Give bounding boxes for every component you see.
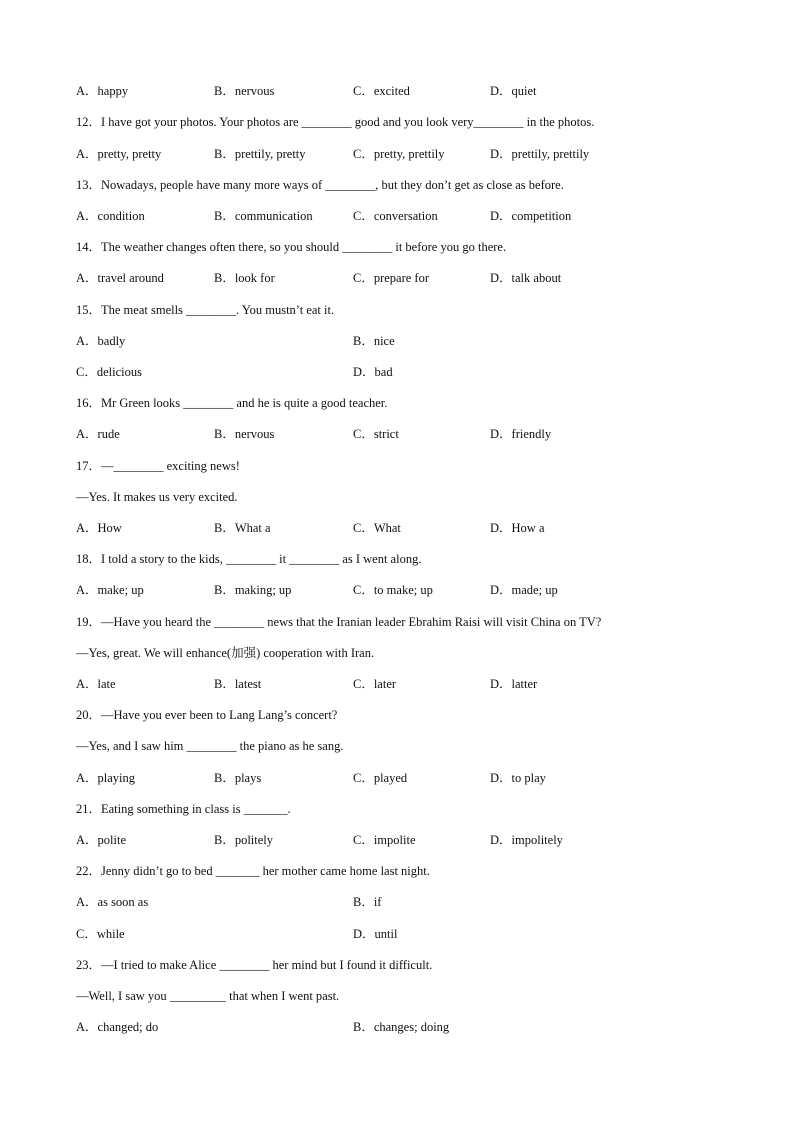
question-17-response: —Yes. It makes us very excited. bbox=[76, 490, 238, 504]
option-a: A．playing bbox=[76, 771, 136, 785]
option-c: C．played bbox=[353, 771, 408, 785]
option-b: B．prettily, pretty bbox=[214, 147, 306, 161]
option-b: B．changes; doing bbox=[353, 1020, 450, 1034]
option-d: D．prettily, prettily bbox=[490, 147, 590, 161]
option-a: A．late bbox=[76, 677, 116, 691]
option-d: D．until bbox=[353, 927, 398, 941]
option-c: C．prepare for bbox=[353, 271, 430, 285]
question-12: 12．I have got your photos. Your photos are ________ good and you look very________ in the photos. bbox=[76, 115, 595, 129]
option-d: D．talk about bbox=[490, 271, 562, 285]
option-a: A．condition bbox=[76, 209, 145, 223]
option-a: A．polite bbox=[76, 833, 126, 847]
option-b: B．plays bbox=[214, 771, 262, 785]
question-13: 13．Nowadays, people have many more ways of ________, but they don’t get as close as before. bbox=[76, 178, 564, 192]
question-16: 16．Mr Green looks ________ and he is quite a good teacher. bbox=[76, 396, 388, 410]
question-14: 14．The weather changes often there, so you should ________ it before you go there. bbox=[76, 240, 507, 254]
option-b: B．nervous bbox=[214, 84, 275, 98]
question-18: 18．I told a story to the kids, ________ it ________ as I went along. bbox=[76, 552, 422, 566]
option-a: A．badly bbox=[76, 334, 126, 348]
option-a: A．pretty, pretty bbox=[76, 147, 162, 161]
question-19-response: —Yes, great. We will enhance(加强) cooperation with Iran. bbox=[76, 646, 375, 660]
option-d: D．bad bbox=[353, 365, 393, 379]
question-20-response: —Yes, and I saw him ________ the piano as he sang. bbox=[76, 739, 344, 753]
question-21: 21．Eating something in class is _______. bbox=[76, 802, 291, 816]
question-23-response: —Well, I saw you _________ that when I went past. bbox=[76, 989, 340, 1003]
question-23: 23．—I tried to make Alice ________ her mind but I found it difficult. bbox=[76, 958, 433, 972]
option-c: C．delicious bbox=[76, 365, 142, 379]
option-d: D．impolitely bbox=[490, 833, 563, 847]
option-a: A．How bbox=[76, 521, 122, 535]
option-b: B．latest bbox=[214, 677, 262, 691]
option-c: C．strict bbox=[353, 427, 399, 441]
option-c: C．pretty, prettily bbox=[353, 147, 445, 161]
option-a: A．make; up bbox=[76, 583, 144, 597]
option-b: B．if bbox=[353, 895, 382, 909]
option-b: B．nervous bbox=[214, 427, 275, 441]
option-d: D．to play bbox=[490, 771, 546, 785]
option-a: A．rude bbox=[76, 427, 120, 441]
option-b: B．What a bbox=[214, 521, 271, 535]
option-d: D．friendly bbox=[490, 427, 552, 441]
option-b: B．politely bbox=[214, 833, 274, 847]
question-20: 20．—Have you ever been to Lang Lang’s concert? bbox=[76, 708, 338, 722]
question-22: 22．Jenny didn’t go to bed _______ her mother came home last night. bbox=[76, 864, 430, 878]
option-d: D．latter bbox=[490, 677, 538, 691]
option-c: C．while bbox=[76, 927, 125, 941]
option-a: A．happy bbox=[76, 84, 129, 98]
option-c: C．excited bbox=[353, 84, 410, 98]
option-c: C．conversation bbox=[353, 209, 438, 223]
question-15: 15．The meat smells ________. You mustn’t eat it. bbox=[76, 303, 335, 317]
option-b: B．nice bbox=[353, 334, 395, 348]
option-d: D．quiet bbox=[490, 84, 537, 98]
option-c: C．impolite bbox=[353, 833, 416, 847]
question-17: 17．—________ exciting news! bbox=[76, 459, 240, 473]
question-19: 19．—Have you heard the ________ news that the Iranian leader Ebrahim Raisi will visit China on TV? bbox=[76, 615, 602, 629]
option-a: A．travel around bbox=[76, 271, 164, 285]
option-b: B．communication bbox=[214, 209, 313, 223]
option-c: C．later bbox=[353, 677, 397, 691]
option-b: B．look for bbox=[214, 271, 275, 285]
option-a: A．as soon as bbox=[76, 895, 149, 909]
option-b: B．making; up bbox=[214, 583, 292, 597]
option-a: A．changed; do bbox=[76, 1020, 159, 1034]
option-d: D．made; up bbox=[490, 583, 558, 597]
option-d: D．competition bbox=[490, 209, 572, 223]
option-d: D．How a bbox=[490, 521, 545, 535]
option-c: C．to make; up bbox=[353, 583, 433, 597]
option-c: C．What bbox=[353, 521, 401, 535]
